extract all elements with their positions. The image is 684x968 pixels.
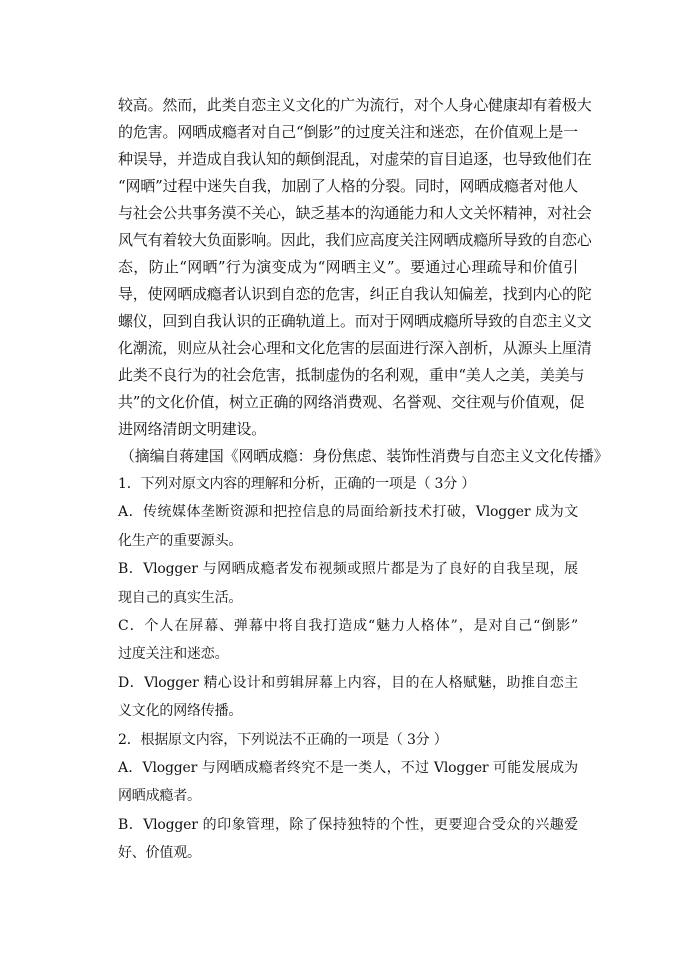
question-2-option-b-cont: 好、价值观。: [118, 845, 201, 862]
question-1-stem: 1．下列对原文内容的理解和分析，正确的一项是（ 3分 ）: [118, 476, 476, 492]
passage-line: 种误导，并造成自我认知的颠倒混乱，对虚荣的盲目追逐，也导致他们在: [118, 150, 592, 168]
question-1-option-a: A．传统媒体垄断资源和把控信息的局面给新技术打破，Vlogger 成为文: [118, 504, 578, 521]
passage-line: “网晒”过程中迷失自我，加剧了人格的分裂。同时，网晒成瘾者对他人: [118, 177, 578, 195]
question-1-option-b: B．Vlogger 与网晒成瘾者发布视频或照片都是为了良好的自我呈现，展: [118, 561, 578, 578]
passage-line: 进网络清朗文明建设。: [118, 420, 267, 438]
passage-text: [118, 92, 609, 470]
passage-line: 共”的文化价值，树立正确的网络消费观、名誉观、交往观与价值观，促: [118, 393, 585, 411]
question-1-option-a-cont: 化生产的重要源头。: [118, 532, 243, 549]
question-1-option-d: D．Vlogger 精心设计和剪辑屏幕上内容，目的在人格赋魅，助推自恋主: [118, 674, 578, 691]
passage-line: 螺仪，回到自我认识的正确轨道上。而对于网晒成瘾所导致的自恋主义文: [118, 312, 592, 330]
question-2-option-b: B．Vlogger 的印象管理，除了保持独特的个性，更要迎合受众的兴趣爱: [118, 816, 578, 833]
document-page: [118, 92, 609, 867]
question-2-option-a-cont: 网晒成瘾者。: [118, 788, 201, 805]
passage-line: 风气有着较大负面影响。因此，我们应高度关注网晒成瘾所导致的自恋心: [118, 231, 592, 249]
question-2-stem: 2．根据原文内容，下列说法不正确的一项是（ 3分 ）: [118, 731, 448, 748]
question-1-option-b-cont: 现自己的真实生活。: [118, 589, 243, 606]
question-1-option-c: C．个人在屏幕、弹幕中将自我打造成“魅力人格体”，是对自己“倒影”: [118, 617, 578, 634]
passage-line: 的危害。网晒成瘾者对自己“倒影”的过度关注和迷恋，在价值观上是一: [118, 123, 578, 141]
question-2-option-a: A．Vlogger 与网晒成瘾者终究不是一类人，不过 Vlogger 可能发展成为: [118, 759, 578, 776]
passage-line: 态，防止“网晒”行为演变成为“网晒主义”。要通过心理疏导和价值引: [118, 258, 578, 276]
passage-line: 较高。然而，此类自恋主义文化的广为流行，对个人身心健康却有着极大: [118, 96, 592, 114]
passage-line: 化潮流，则应从社会心理和文化危害的层面进行深入剖析，从源头上厘清: [118, 339, 592, 357]
question-list: [118, 470, 578, 867]
question-1-option-d-cont: 义文化的网络传播。: [118, 703, 243, 720]
source-citation: （摘编自蒋建国《网晒成瘾：身份焦虑、装饰性消费与自恋主义文化传播》: [120, 447, 609, 465]
passage-line: 导，使网晒成瘾者认识到自恋的危害，纠正自我认知偏差，找到内心的陀: [118, 285, 592, 303]
passage-line: 此类不良行为的社会危害，抵制虚伪的名利观，重申“美人之美，美美与: [118, 366, 585, 384]
question-1-option-c-cont: 过度关注和迷恋。: [118, 646, 229, 663]
passage-line: 与社会公共事务漠不关心，缺乏基本的沟通能力和人文关怀精神，对社会: [118, 204, 592, 222]
